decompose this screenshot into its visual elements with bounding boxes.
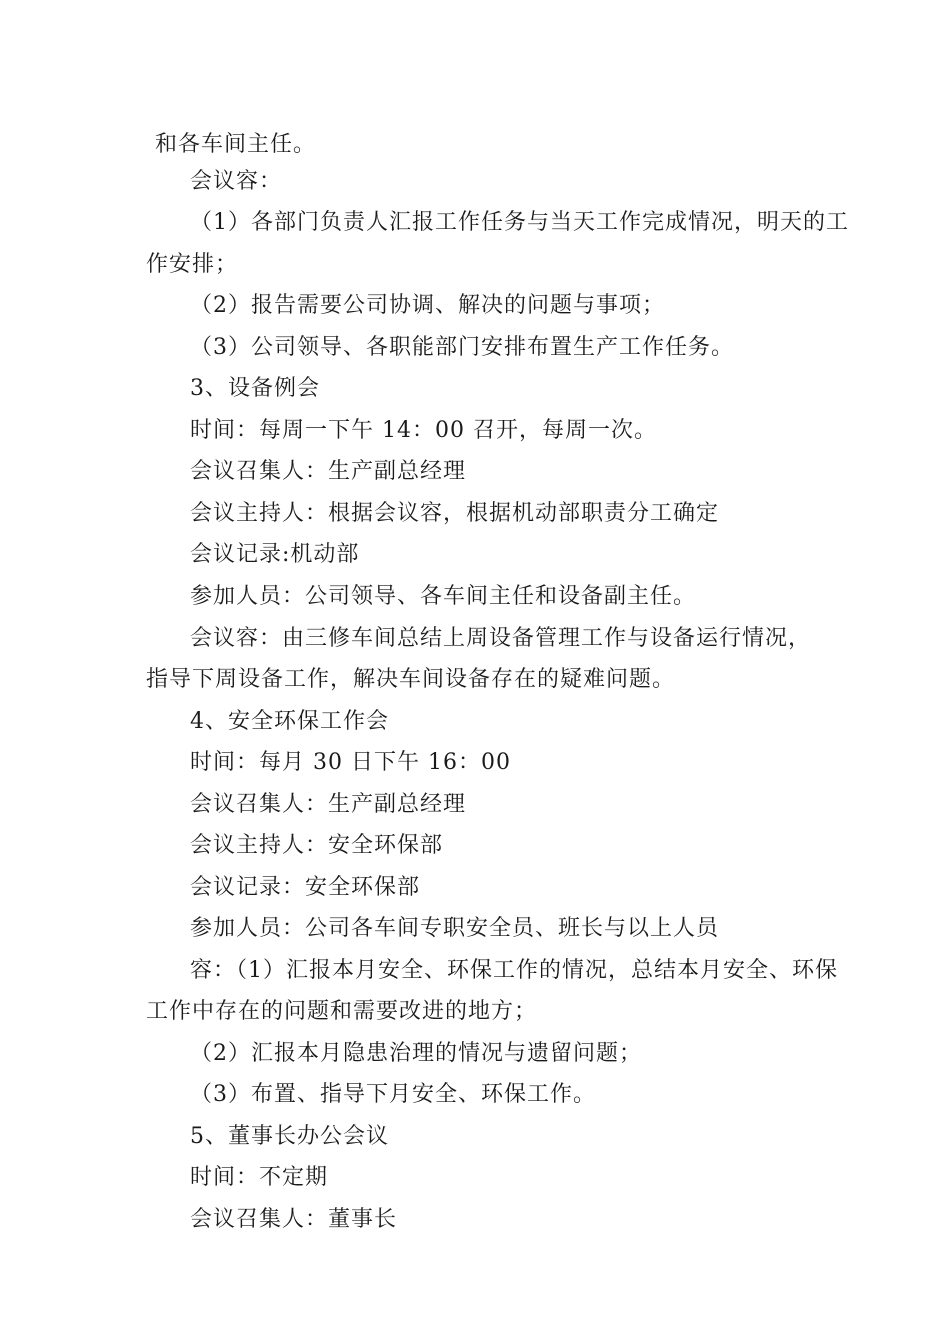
text-line: 会议召集人：生产副总经理 bbox=[190, 459, 467, 484]
text-line: 会议容： bbox=[190, 169, 283, 194]
text-line: 时间：不定期 bbox=[190, 1165, 329, 1190]
text-line: 会议召集人：生产副总经理 bbox=[190, 792, 467, 817]
text-line: （3）公司领导、各职能部门安排布置生产工作任务。 bbox=[190, 335, 734, 360]
text-line: 会议主持人：根据会议容，根据机动部职责分工确定 bbox=[190, 501, 720, 526]
text-line: （1）各部门负责人汇报工作任务与当天工作完成情况，明天的工 bbox=[190, 210, 849, 235]
text-line: 工作中存在的问题和需要改进的地方； bbox=[146, 999, 538, 1024]
text-line: 指导下周设备工作，解决车间设备存在的疑难问题。 bbox=[146, 667, 676, 692]
text-line: 会议记录：安全环保部 bbox=[190, 875, 421, 900]
section-heading: 5、董事长办公会议 bbox=[190, 1124, 389, 1149]
text-line: 会议主持人：安全环保部 bbox=[190, 833, 444, 858]
text-line: 会议容：由三修车间总结上周设备管理工作与设备运行情况， bbox=[190, 626, 812, 651]
text-line: 作安排； bbox=[146, 252, 239, 277]
text-line: 时间：每月 30 日下午 16：00 bbox=[190, 750, 511, 775]
text-line: 和各车间主任。 bbox=[155, 132, 317, 157]
text-line: 会议召集人：董事长 bbox=[190, 1207, 398, 1232]
section-heading: 4、安全环保工作会 bbox=[190, 709, 389, 734]
text-line: （3）布置、指导下月安全、环保工作。 bbox=[190, 1082, 596, 1107]
text-line: 参加人员：公司领导、各车间主任和设备副主任。 bbox=[190, 584, 697, 609]
text-line: （2）汇报本月隐患治理的情况与遗留问题； bbox=[190, 1041, 642, 1066]
text-line: （2）报告需要公司协调、解决的问题与事项； bbox=[190, 293, 665, 318]
section-heading: 3、设备例会 bbox=[190, 376, 320, 401]
text-line: 会议记录:机动部 bbox=[190, 542, 360, 567]
text-line: 容：（1）汇报本月安全、环保工作的情况，总结本月安全、环保 bbox=[190, 958, 838, 983]
text-line: 参加人员：公司各车间专职安全员、班长与以上人员 bbox=[190, 916, 720, 941]
text-line: 时间：每周一下午 14：00 召开，每周一次。 bbox=[190, 418, 657, 443]
